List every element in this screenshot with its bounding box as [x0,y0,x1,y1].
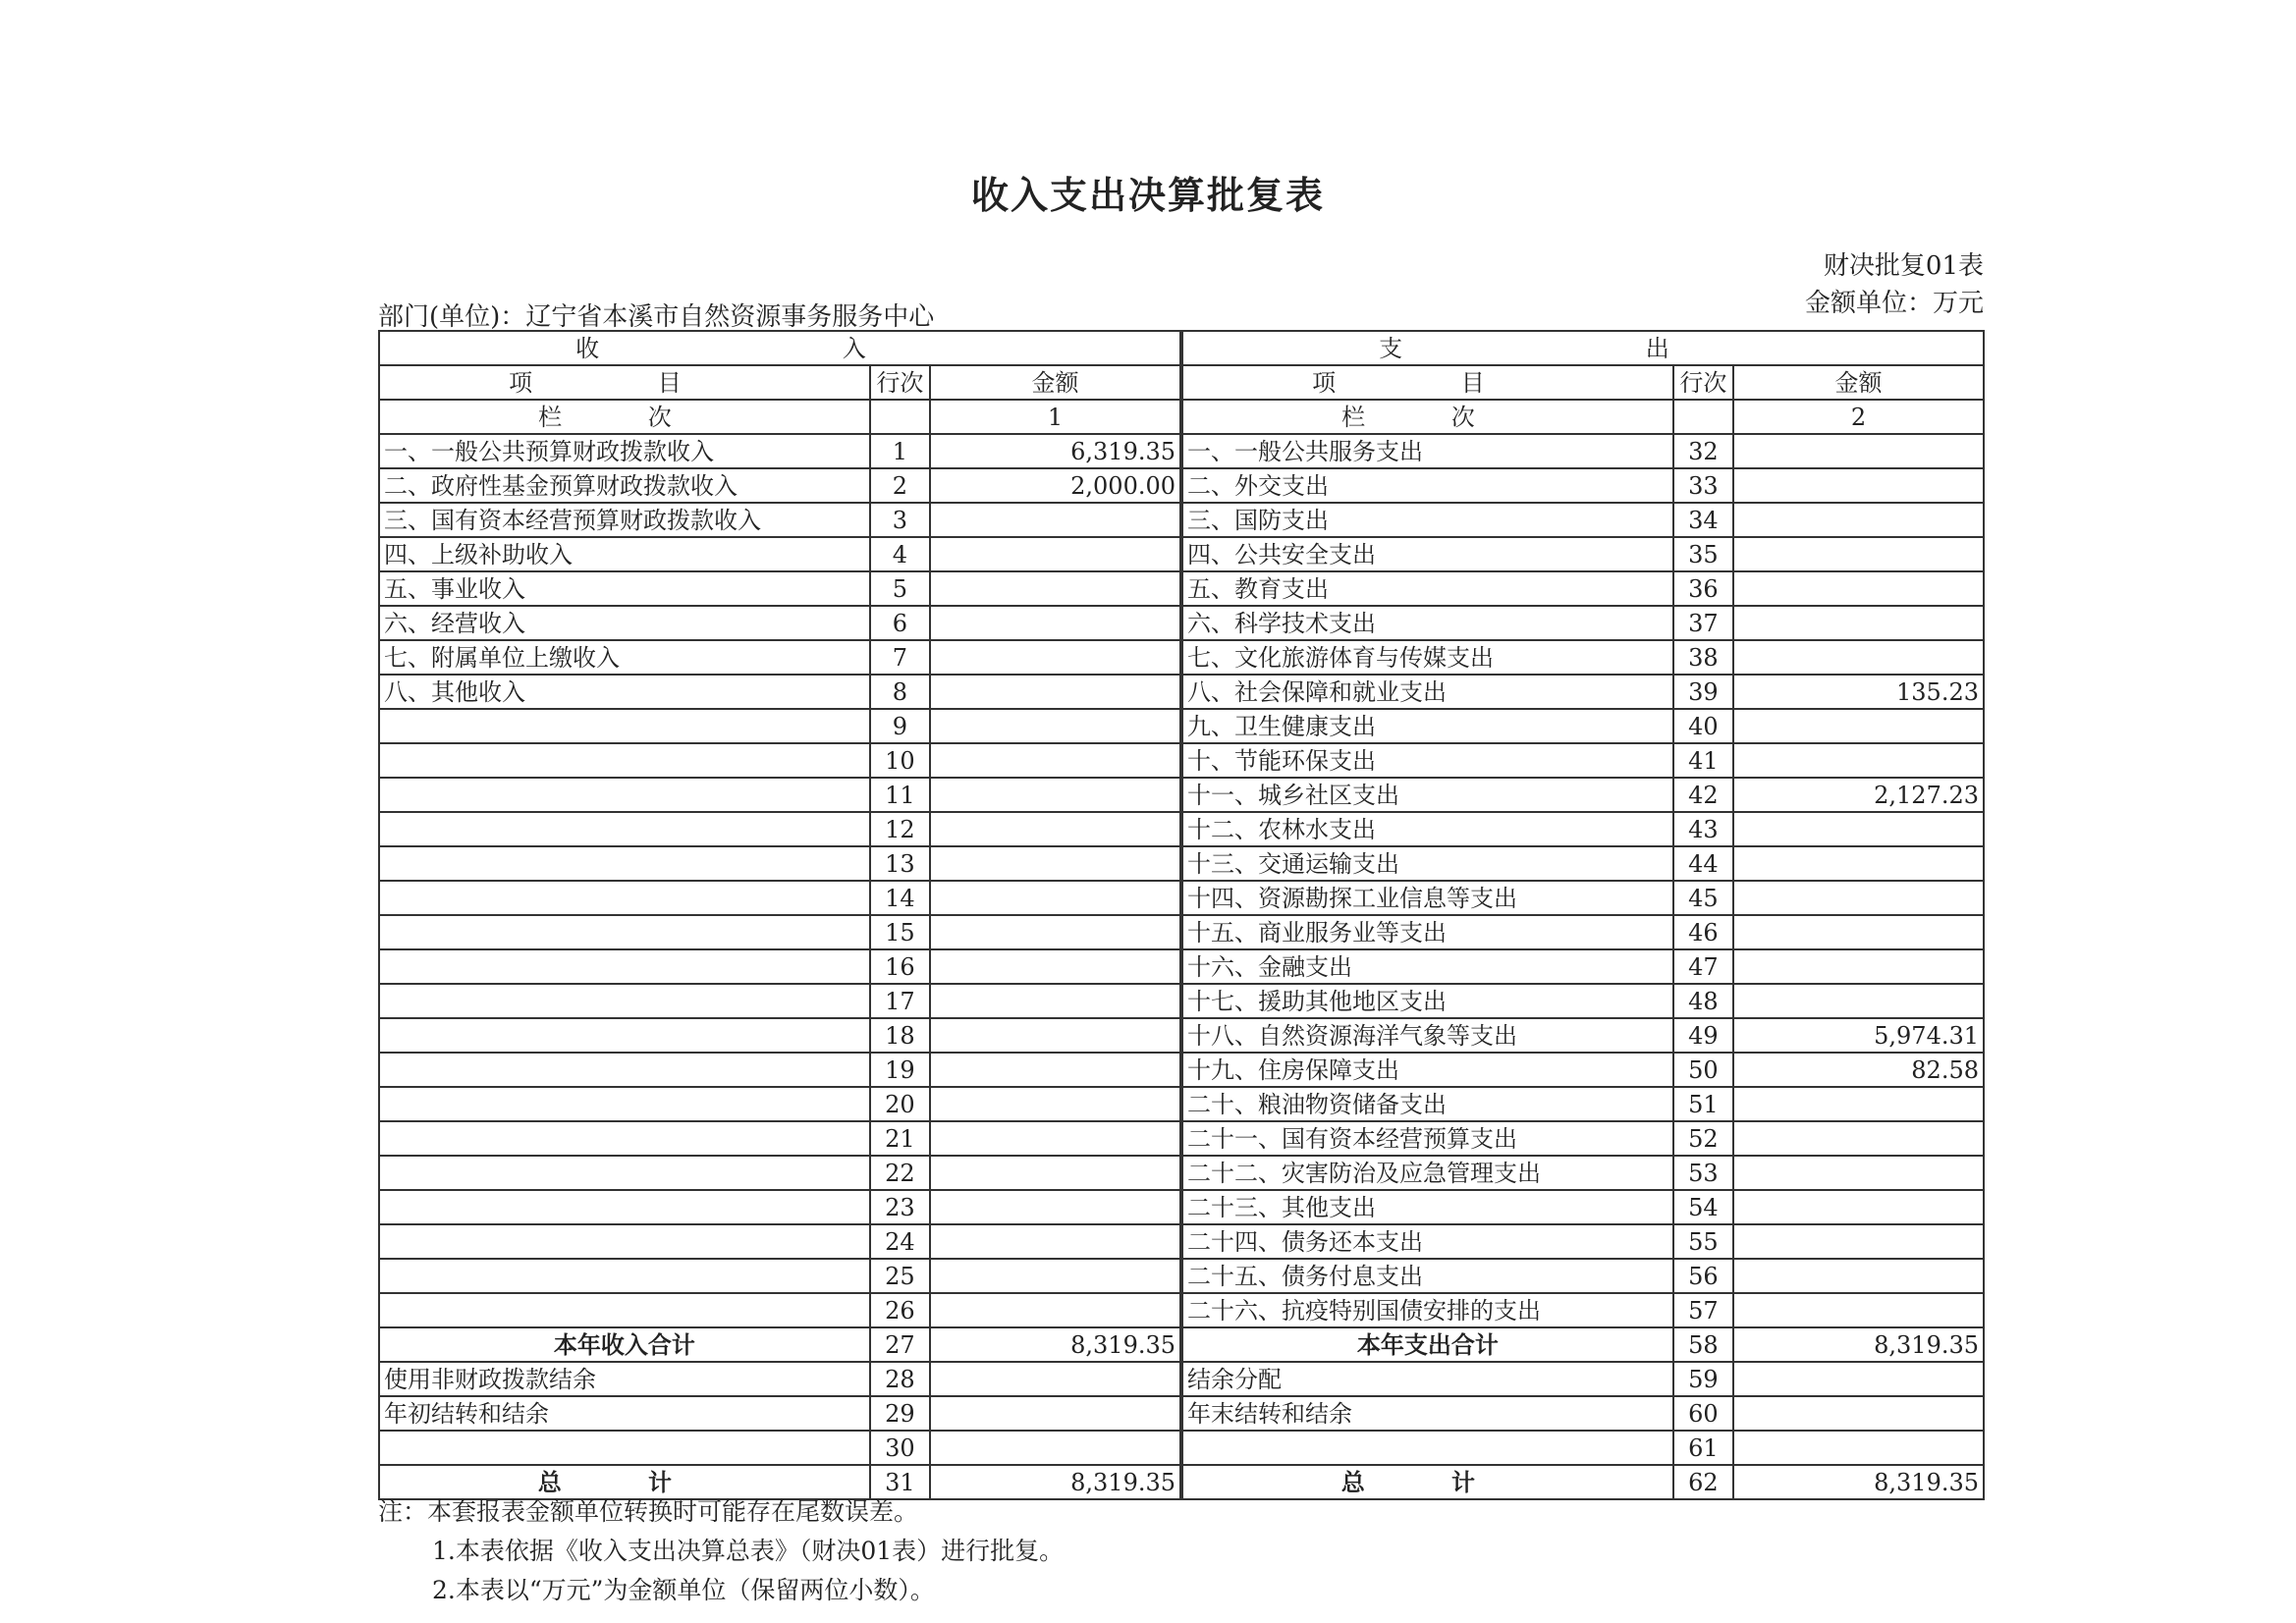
expense-row-amount [1733,984,1984,1018]
table-row [379,640,1180,675]
table-row [1182,915,1984,949]
table-row [1182,1465,1984,1499]
table-row [1182,468,1984,503]
expense-row-line: 43 [1673,812,1733,846]
expense-col-line-header: 行次 [1673,365,1733,400]
income-row-item [379,1259,870,1293]
table-row [1182,949,1984,984]
expense-row-amount [1733,846,1984,881]
expense-row-line: 32 [1673,434,1733,468]
income-row-amount [930,1087,1180,1121]
expense-row-item: 结余分配 [1182,1362,1673,1396]
income-col-amount-header: 金额 [930,365,1180,400]
expense-row-amount [1733,434,1984,468]
table-row [1182,812,1984,846]
expense-row-amount: 5,974.31 [1733,1018,1984,1053]
income-row-amount: 8,319.35 [930,1327,1180,1362]
income-row-line: 25 [870,1259,930,1293]
table-row [1182,434,1984,468]
income-row-item [379,1053,870,1087]
income-row-amount [930,571,1180,606]
expense-row-line: 39 [1673,675,1733,709]
income-row-item [379,1190,870,1224]
table-row [1182,1053,1984,1087]
income-row-item [379,1431,870,1465]
expense-row-line: 41 [1673,743,1733,778]
income-row-line: 31 [870,1465,930,1499]
income-row-item: 使用非财政拨款结余 [379,1362,870,1396]
table-row [379,434,1180,468]
table-row [1182,743,1984,778]
expense-row-line: 34 [1673,503,1733,537]
income-row-amount [930,1190,1180,1224]
footnotes [378,1492,1064,1610]
expense-row-item: 十八、自然资源海洋气象等支出 [1182,1018,1673,1053]
income-col-index-label: 栏 次 [379,400,870,434]
income-row-item: 二、政府性基金预算财政拨款收入 [379,468,870,503]
income-row-amount [930,606,1180,640]
income-row-item [379,1121,870,1156]
expense-table [1181,330,1985,1500]
expense-row-line: 44 [1673,846,1733,881]
expense-row-line: 59 [1673,1362,1733,1396]
table-row [379,468,1180,503]
expense-row-line: 50 [1673,1053,1733,1087]
expense-row-line: 42 [1673,778,1733,812]
expense-row-item: 二十六、抗疫特别国债安排的支出 [1182,1293,1673,1327]
income-col-item-header: 项 目 [379,365,870,400]
income-row-item [379,778,870,812]
expense-row-line: 36 [1673,571,1733,606]
expense-row-item: 二十一、国有资本经营预算支出 [1182,1121,1673,1156]
income-row-amount: 6,319.35 [930,434,1180,468]
note-1: 1.本表依据《收入支出决算总表》（财决01表）进行批复。 [432,1537,1065,1565]
amount-unit: 金额单位：万元 [1804,289,1984,318]
table-row [1182,1293,1984,1327]
income-row-line: 20 [870,1087,930,1121]
note-main: 注：本套报表金额单位转换时可能存在尾数误差。 [378,1497,919,1526]
income-row-line: 22 [870,1156,930,1190]
form-code: 财决批复01表 [1823,251,1984,281]
table-row [379,537,1180,571]
expense-row-item: 二十、粮油物资储备支出 [1182,1087,1673,1121]
expense-row-amount [1733,1224,1984,1259]
table-row [1182,1259,1984,1293]
income-row-amount [930,915,1180,949]
income-row-item [379,881,870,915]
table-row [1182,846,1984,881]
table-row [379,1396,1180,1431]
table-row [379,503,1180,537]
income-row-amount [930,1293,1180,1327]
expense-row-line: 52 [1673,1121,1733,1156]
income-row-line: 9 [870,709,930,743]
table-row [1182,778,1984,812]
expense-row-line: 45 [1673,881,1733,915]
income-row-amount: 8,319.35 [930,1465,1180,1499]
income-row-item: 六、经营收入 [379,606,870,640]
expense-row-line: 60 [1673,1396,1733,1431]
table-row [379,1156,1180,1190]
income-row-item: 八、其他收入 [379,675,870,709]
income-row-line: 21 [870,1121,930,1156]
income-row-line: 24 [870,1224,930,1259]
table-row [379,846,1180,881]
income-row-line: 11 [870,778,930,812]
expense-row-item: 十五、商业服务业等支出 [1182,915,1673,949]
income-row-item [379,1087,870,1121]
expense-row-line: 35 [1673,537,1733,571]
expense-row-amount [1733,571,1984,606]
income-row-item [379,1018,870,1053]
expense-row-amount [1733,949,1984,984]
income-row-amount [930,984,1180,1018]
expense-row-line: 61 [1673,1431,1733,1465]
table-row [1182,1190,1984,1224]
income-row-item [379,949,870,984]
income-row-amount [930,881,1180,915]
expense-row-line: 58 [1673,1327,1733,1362]
income-row-line: 17 [870,984,930,1018]
expense-row-amount [1733,1431,1984,1465]
expense-row-line: 56 [1673,1259,1733,1293]
expense-row-line: 48 [1673,984,1733,1018]
expense-row-item [1182,1431,1673,1465]
income-row-line: 2 [870,468,930,503]
income-row-item [379,743,870,778]
income-row-item [379,1224,870,1259]
table-row [1182,1121,1984,1156]
expense-row-item: 十一、城乡社区支出 [1182,778,1673,812]
expense-row-amount [1733,812,1984,846]
expense-row-amount [1733,881,1984,915]
expense-row-item: 五、教育支出 [1182,571,1673,606]
table-row [379,1293,1180,1327]
expense-col-item-header: 项 目 [1182,365,1673,400]
expense-row-line: 47 [1673,949,1733,984]
expense-row-amount [1733,1190,1984,1224]
income-row-amount [930,709,1180,743]
table-row [1182,1362,1984,1396]
table-row [379,812,1180,846]
expense-col-index-label: 栏 次 [1182,400,1673,434]
income-row-line: 5 [870,571,930,606]
income-row-item [379,1156,870,1190]
table-row [379,1431,1180,1465]
income-row-item: 年初结转和结余 [379,1396,870,1431]
table-row [379,778,1180,812]
income-row-line: 27 [870,1327,930,1362]
income-row-amount [930,1018,1180,1053]
income-row-line: 14 [870,881,930,915]
income-row-amount [930,640,1180,675]
table-row [379,675,1180,709]
expense-row-item: 十四、资源勘探工业信息等支出 [1182,881,1673,915]
expense-row-item: 二十四、债务还本支出 [1182,1224,1673,1259]
income-row-amount [930,1224,1180,1259]
expense-col-index-value: 2 [1733,400,1984,434]
expense-row-line: 46 [1673,915,1733,949]
expense-row-item: 十七、援助其他地区支出 [1182,984,1673,1018]
expense-row-item: 总 计 [1182,1465,1673,1499]
expense-col-index-empty [1673,400,1733,434]
table-row [379,1087,1180,1121]
expense-row-amount: 135.23 [1733,675,1984,709]
expense-row-item: 本年支出合计 [1182,1327,1673,1362]
income-row-item: 五、事业收入 [379,571,870,606]
table-row [1182,606,1984,640]
expense-row-line: 53 [1673,1156,1733,1190]
income-row-amount [930,537,1180,571]
table-row [379,1121,1180,1156]
expense-section-header: 支 出 [1182,331,1984,365]
department-label: 部门(单位)：辽宁省本溪市自然资源事务服务中心 [378,302,935,332]
expense-row-line: 62 [1673,1465,1733,1499]
expense-row-item: 十六、金融支出 [1182,949,1673,984]
expense-row-line: 38 [1673,640,1733,675]
income-row-item: 总 计 [379,1465,870,1499]
income-row-amount [930,1156,1180,1190]
expense-row-item: 年末结转和结余 [1182,1396,1673,1431]
table-row [379,1224,1180,1259]
table-row [379,571,1180,606]
expense-row-amount [1733,743,1984,778]
income-col-index-value: 1 [930,400,1180,434]
expense-row-amount [1733,468,1984,503]
expense-row-item: 三、国防支出 [1182,503,1673,537]
table-row [1182,675,1984,709]
income-row-item: 本年收入合计 [379,1327,870,1362]
expense-row-amount [1733,1293,1984,1327]
income-row-item [379,984,870,1018]
expense-row-line: 55 [1673,1224,1733,1259]
table-row [379,606,1180,640]
expense-row-line: 49 [1673,1018,1733,1053]
income-row-item: 三、国有资本经营预算财政拨款收入 [379,503,870,537]
table-row [1182,1018,1984,1053]
expense-row-line: 54 [1673,1190,1733,1224]
expense-row-amount: 8,319.35 [1733,1327,1984,1362]
table-row [1182,503,1984,537]
income-row-item [379,846,870,881]
expense-row-amount [1733,537,1984,571]
expense-row-item: 十九、住房保障支出 [1182,1053,1673,1087]
note-2: 2.本表以“万元”为金额单位（保留两位小数）。 [432,1576,935,1604]
expense-row-item: 一、一般公共服务支出 [1182,434,1673,468]
expense-row-item: 十二、农林水支出 [1182,812,1673,846]
expense-row-amount [1733,1259,1984,1293]
income-row-line: 1 [870,434,930,468]
income-row-line: 19 [870,1053,930,1087]
table-row [1182,709,1984,743]
income-row-amount [930,1259,1180,1293]
expense-row-line: 51 [1673,1087,1733,1121]
table-row [1182,537,1984,571]
income-row-item: 七、附属单位上缴收入 [379,640,870,675]
expense-row-amount [1733,1396,1984,1431]
income-row-line: 16 [870,949,930,984]
income-row-amount [930,812,1180,846]
table-row [1182,571,1984,606]
table-row [379,1362,1180,1396]
expense-row-line: 40 [1673,709,1733,743]
income-row-item [379,1293,870,1327]
expense-row-item: 二十五、债务付息支出 [1182,1259,1673,1293]
income-row-amount [930,503,1180,537]
table-row [379,1190,1180,1224]
income-row-amount [930,846,1180,881]
income-row-line: 4 [870,537,930,571]
expense-row-amount [1733,709,1984,743]
table-row [1182,984,1984,1018]
table-row [1182,1156,1984,1190]
table-row [379,1018,1180,1053]
income-row-amount [930,743,1180,778]
expense-row-line: 57 [1673,1293,1733,1327]
expense-row-amount: 8,319.35 [1733,1465,1984,1499]
expense-row-amount [1733,640,1984,675]
expense-row-item: 七、文化旅游体育与传媒支出 [1182,640,1673,675]
table-row [379,709,1180,743]
income-row-amount [930,1396,1180,1431]
expense-row-line: 37 [1673,606,1733,640]
income-row-line: 12 [870,812,930,846]
table-row [1182,1327,1984,1362]
income-row-line: 26 [870,1293,930,1327]
income-row-line: 18 [870,1018,930,1053]
expense-row-item: 二十三、其他支出 [1182,1190,1673,1224]
income-row-item: 四、上级补助收入 [379,537,870,571]
income-row-amount [930,778,1180,812]
table-row [379,949,1180,984]
table-row [379,1053,1180,1087]
income-row-amount [930,1431,1180,1465]
income-row-line: 23 [870,1190,930,1224]
expense-row-item: 二十二、灾害防治及应急管理支出 [1182,1156,1673,1190]
income-row-amount [930,1121,1180,1156]
income-row-line: 6 [870,606,930,640]
income-row-item [379,915,870,949]
table-row [379,1259,1180,1293]
income-row-line: 3 [870,503,930,537]
income-row-line: 8 [870,675,930,709]
expense-row-amount: 82.58 [1733,1053,1984,1087]
income-col-index-empty [870,400,930,434]
income-row-line: 7 [870,640,930,675]
expense-row-item: 八、社会保障和就业支出 [1182,675,1673,709]
income-row-amount: 2,000.00 [930,468,1180,503]
income-table [378,330,1181,1500]
table-row [1182,1224,1984,1259]
expense-row-amount: 2,127.23 [1733,778,1984,812]
expense-row-amount [1733,503,1984,537]
income-row-line: 13 [870,846,930,881]
income-row-amount [930,949,1180,984]
expense-row-amount [1733,1087,1984,1121]
income-row-line: 15 [870,915,930,949]
income-row-line: 29 [870,1396,930,1431]
expense-row-amount [1733,1121,1984,1156]
expense-row-amount [1733,606,1984,640]
income-row-item [379,812,870,846]
income-row-line: 10 [870,743,930,778]
expense-row-item: 四、公共安全支出 [1182,537,1673,571]
income-section-header: 收 入 [379,331,1180,365]
table-row [379,1327,1180,1362]
expense-row-item: 十、节能环保支出 [1182,743,1673,778]
expense-row-item: 九、卫生健康支出 [1182,709,1673,743]
expense-row-line: 33 [1673,468,1733,503]
table-row [379,881,1180,915]
expense-row-amount [1733,1362,1984,1396]
table-row [379,743,1180,778]
table-row [379,984,1180,1018]
expense-row-item: 六、科学技术支出 [1182,606,1673,640]
expense-row-amount [1733,915,1984,949]
table-row [1182,1396,1984,1431]
table-row [379,915,1180,949]
page-title: 收入支出决算批复表 [970,174,1325,217]
income-row-amount [930,675,1180,709]
table-row [1182,640,1984,675]
income-col-line-header: 行次 [870,365,930,400]
expense-row-item: 二、外交支出 [1182,468,1673,503]
income-row-item [379,709,870,743]
table-row [1182,1431,1984,1465]
income-row-amount [930,1053,1180,1087]
income-row-line: 28 [870,1362,930,1396]
income-row-line: 30 [870,1431,930,1465]
expense-row-item: 十三、交通运输支出 [1182,846,1673,881]
expense-col-amount-header: 金额 [1733,365,1984,400]
expense-row-amount [1733,1156,1984,1190]
income-row-amount [930,1362,1180,1396]
table-row [1182,881,1984,915]
income-row-item: 一、一般公共预算财政拨款收入 [379,434,870,468]
table-row [1182,1087,1984,1121]
